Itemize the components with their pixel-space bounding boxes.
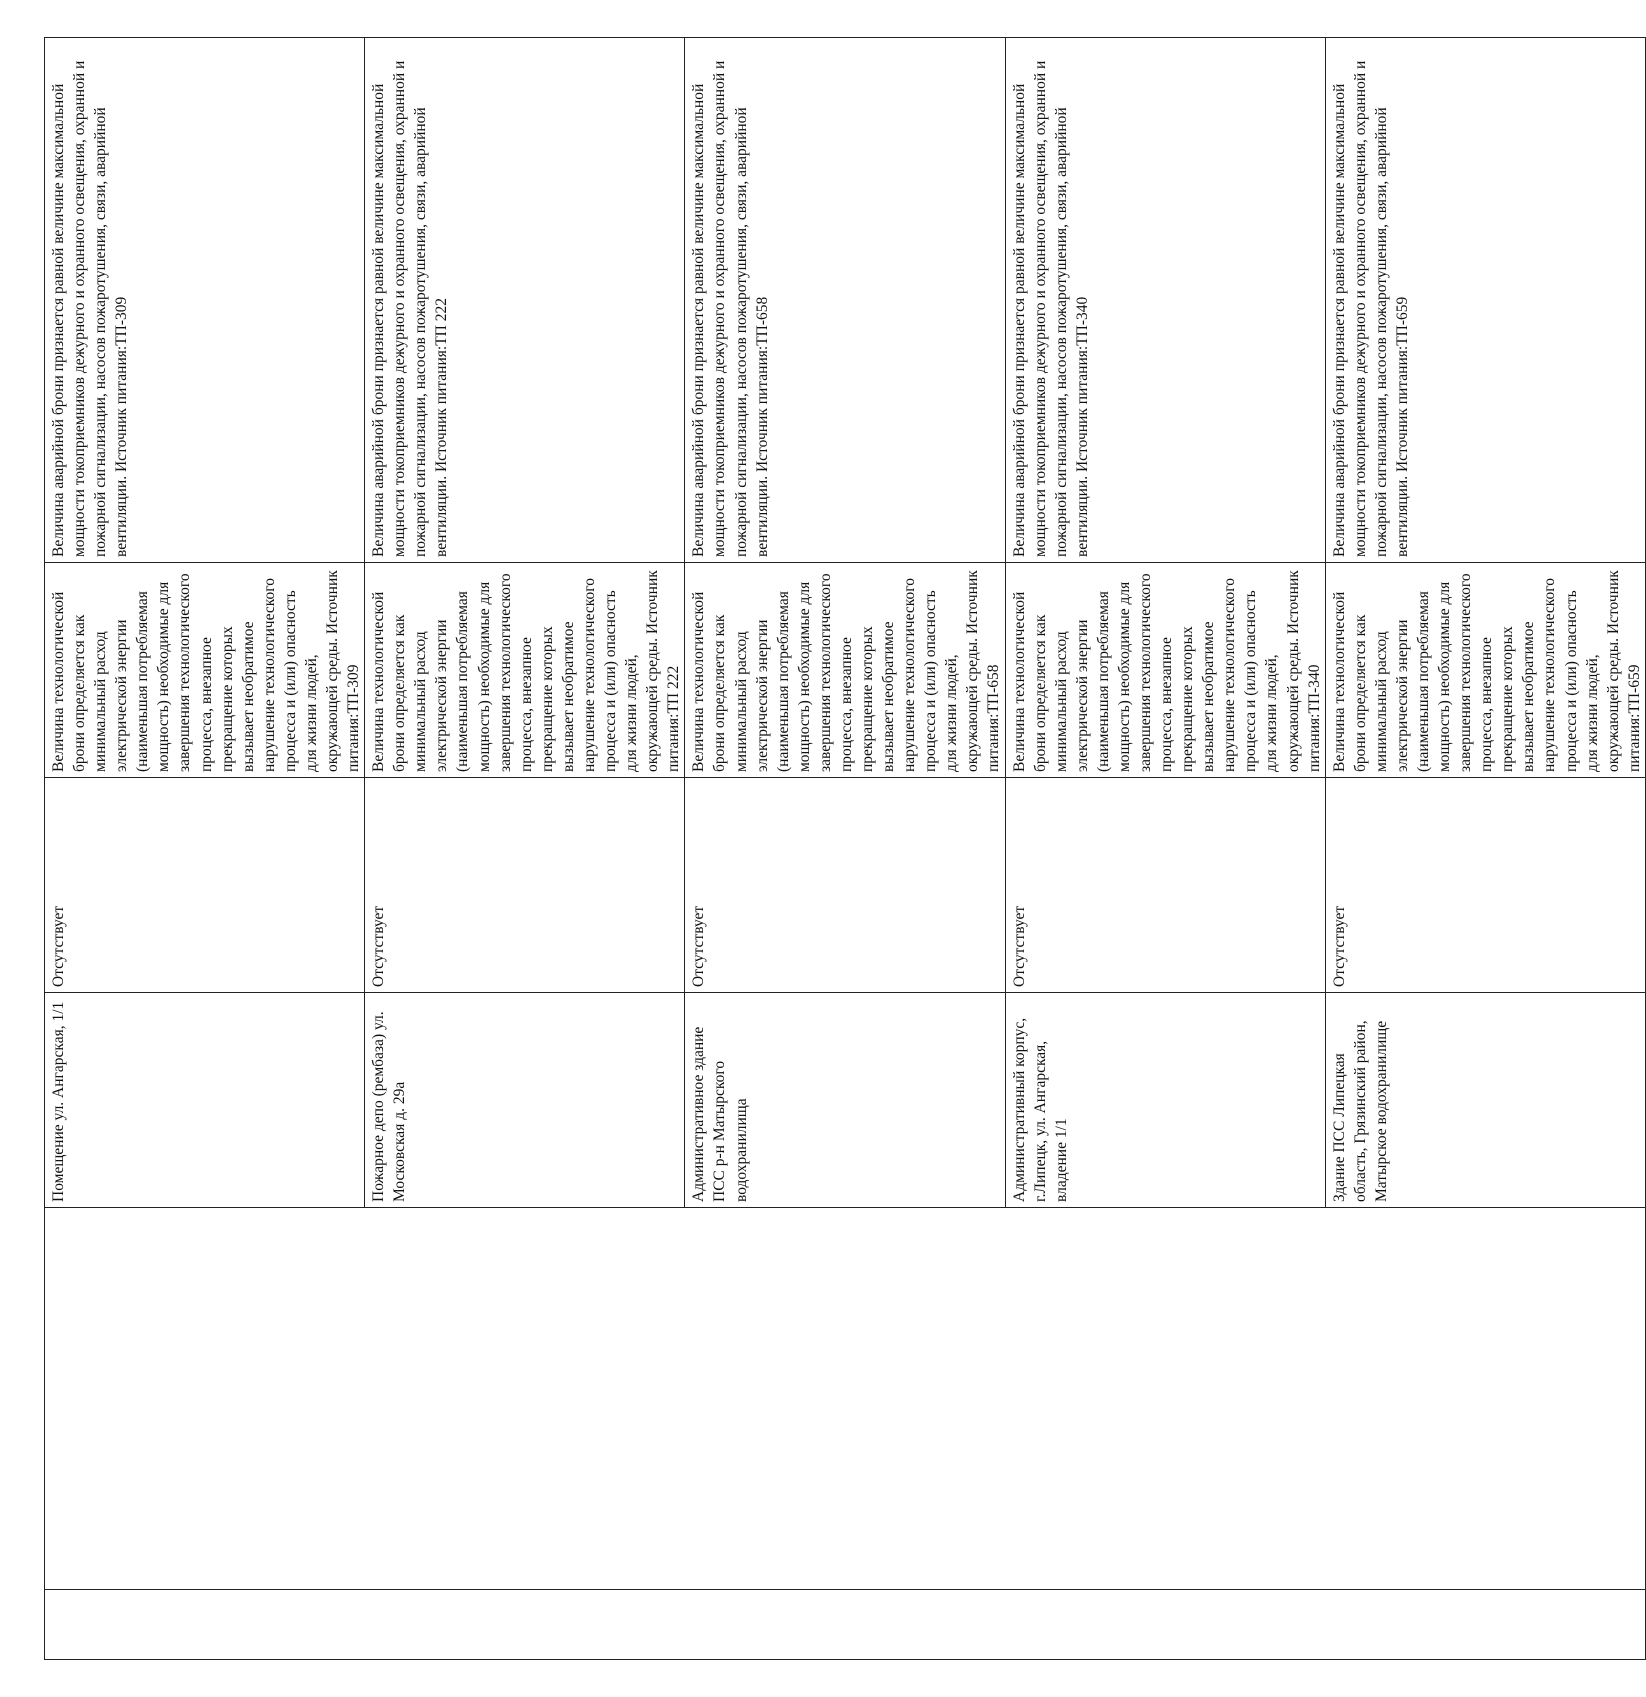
emergency-reserve-cell: Величина аварийной брони признается равной величине максимальной мощности токоприемников дежурного и охранного освещения, охранной и пожарной сигнализации, насосов пожаротушения, связи, аварийной вентиляции. Источник питания:ТП-340 xyxy=(1005,38,1325,563)
availability-cell: Отсутствует xyxy=(1325,778,1645,993)
tech-reserve-cell: Величина технологической брони определяется как минимальный расход электрической энергии (наименьшая потребляемая мощность) необходимые для завершения технологического процесса, внезапное прекращение которых вызывает необратимое нарушение технологического процесса и (или) опасность для жизни людей, окружающей среды. Источник питания:ТП-658 xyxy=(685,563,1005,778)
emergency-reserve-cell: Величина аварийной брони признается равной величине максимальной мощности токоприемников дежурного и охранного освещения, охранной и пожарной сигнализации, насосов пожаротушения, связи, аварийной вентиляции. Источник питания:ТП 222 xyxy=(365,38,685,563)
object-cell: Административное здание ПСС р-н Матырского водохранилища xyxy=(685,993,1005,1208)
table-body xyxy=(45,38,1646,1660)
emergency-reserve-cell: Величина аварийной брони признается равной величине максимальной мощности токоприемников дежурного и охранного освещения, охранной и пожарной сигнализации, насосов пожаротушения, связи, аварийной вентиляции. Источник питания:ТП-659 xyxy=(1325,38,1645,563)
object-cell: Здание ПСС Липецкая область, Грязинский район, Матырское водохранилище xyxy=(1325,993,1645,1208)
table-row xyxy=(45,38,365,1660)
rotated-table-page xyxy=(44,38,1643,1660)
object-cell: Административный корпус, г.Липецк, ул. Ангарская, владение 1/1 xyxy=(1005,993,1325,1208)
availability-cell: Отсутствует xyxy=(365,778,685,993)
tech-reserve-cell: Величина технологической брони определяется как минимальный расход электрической энергии (наименьшая потребляемая мощность) необходимые для завершения технологического процесса, внезапное прекращение которых вызывает необратимое нарушение технологического процесса и (или) опасность для жизни людей, окружающей среды. Источник питания:ТП 222 xyxy=(365,563,685,778)
tech-reserve-cell: Величина технологической брони определяется как минимальный расход электрической энергии (наименьшая потребляемая мощность) необходимые для завершения технологического процесса, внезапное прекращение которых вызывает необратимое нарушение технологического процесса и (или) опасность для жизни людей, окружающей среды. Источник питания:ТП-659 xyxy=(1325,563,1645,778)
tech-reserve-cell: Величина технологической брони определяется как минимальный расход электрической энергии (наименьшая потребляемая мощность) необходимые для завершения технологического процесса, внезапное прекращение которых вызывает необратимое нарушение технологического процесса и (или) опасность для жизни людей, окружающей среды. Источник питания:ТП-309 xyxy=(45,563,365,778)
reserve-table xyxy=(44,37,1646,1660)
left-margin-column xyxy=(45,1590,1646,1660)
merged-empty-column xyxy=(45,1208,1646,1590)
tech-reserve-cell: Величина технологической брони определяется как минимальный расход электрической энергии (наименьшая потребляемая мощность) необходимые для завершения технологического процесса, внезапное прекращение которых вызывает необратимое нарушение технологического процесса и (или) опасность для жизни людей, окружающей среды. Источник питания:ТП-340 xyxy=(1005,563,1325,778)
object-cell: Помещение ул. Ангарская, 1/1 xyxy=(45,993,365,1208)
emergency-reserve-cell: Величина аварийной брони признается равной величине максимальной мощности токоприемников дежурного и охранного освещения, охранной и пожарной сигнализации, насосов пожаротушения, связи, аварийной вентиляции. Источник питания:ТП-658 xyxy=(685,38,1005,563)
availability-cell: Отсутствует xyxy=(685,778,1005,993)
availability-cell: Отсутствует xyxy=(45,778,365,993)
emergency-reserve-cell: Величина аварийной брони признается равной величине максимальной мощности токоприемников дежурного и охранного освещения, охранной и пожарной сигнализации, насосов пожаротушения, связи, аварийной вентиляции. Источник питания:ТП-309 xyxy=(45,38,365,563)
availability-cell: Отсутствует xyxy=(1005,778,1325,993)
object-cell: Пожарное депо (рембаза) ул. Московская д. 29а xyxy=(365,993,685,1208)
